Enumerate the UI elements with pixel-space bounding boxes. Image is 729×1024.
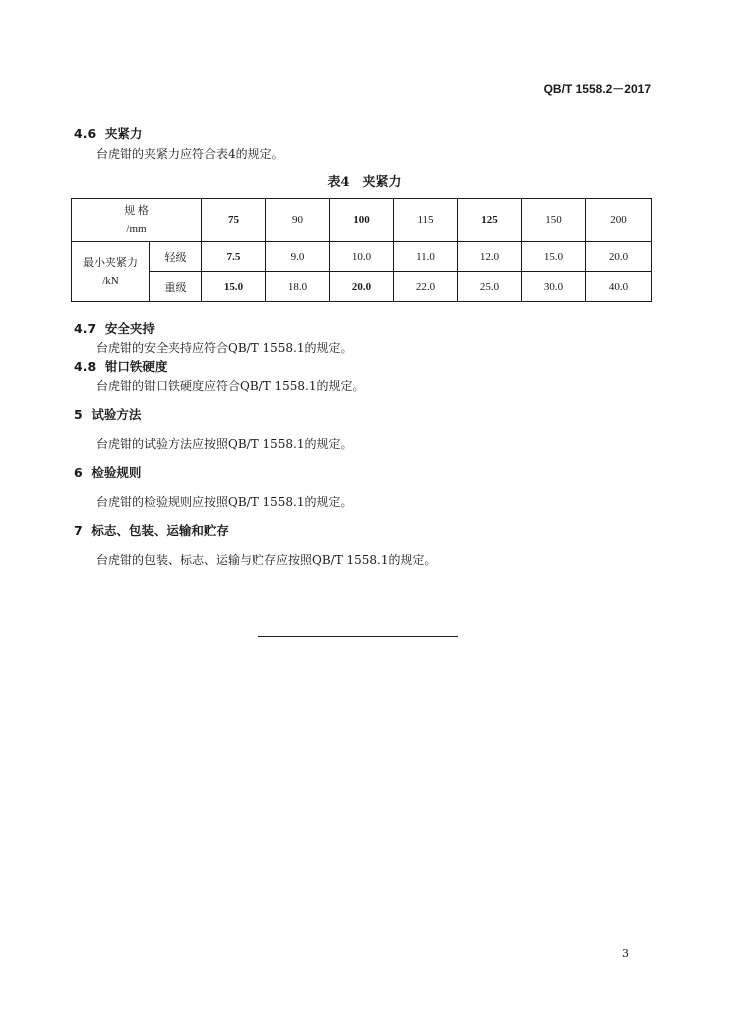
value-cell: 12.0 [458,242,522,272]
value-cell: 15.0 [522,242,586,272]
section-4-6-text: 台虎钳的夹紧力应符合表4的规定。 [96,147,284,161]
force-unit: /kN [102,274,119,287]
section-title: 安全夹持 [104,321,155,336]
section-number: 4.7 [74,321,97,336]
value-cell: 30.0 [522,272,586,302]
size-cell: 150 [522,199,586,242]
value-cell: 10.0 [330,242,394,272]
size-cell: 75 [202,199,266,242]
section-number: 4.8 [74,359,97,374]
spec-unit: /mm [126,223,147,235]
section-title: 试验方法 [91,407,142,422]
force-label: 最小夹紧力 [83,256,138,269]
document-number: QB/T 1558.2－2017 [543,82,651,96]
size-cell: 90 [266,199,330,242]
section-title: 夹紧力 [104,126,143,141]
grade-cell: 重级 [150,272,202,302]
section-number: 6 [74,465,83,480]
section-6-text: 台虎钳的检验规则应按照QB/T 1558.1的规定。 [96,495,353,509]
size-cell: 200 [586,199,652,242]
value-cell: 9.0 [266,242,330,272]
size-cell: 115 [394,199,458,242]
table-row [72,272,652,302]
value-cell: 20.0 [586,242,652,272]
value-cell: 11.0 [394,242,458,272]
section-7-text: 台虎钳的包装、标志、运输与贮存应按照QB/T 1558.1的规定。 [96,553,437,567]
value-cell: 25.0 [458,272,522,302]
section-4-8-text: 台虎钳的钳口铁硬度应符合QB/T 1558.1的规定。 [96,379,365,393]
value-cell: 22.0 [394,272,458,302]
size-cell: 100 [330,199,394,242]
value-cell: 20.0 [330,272,394,302]
table-row [72,242,652,272]
page-number: 3 [622,947,629,960]
section-5-heading [74,405,141,423]
grade-cell: 轻级 [150,242,202,272]
clamping-force-table [71,198,652,302]
table-caption: 表4 夹紧力 [327,175,402,190]
section-5-text: 台虎钳的试验方法应按照QB/T 1558.1的规定。 [96,437,353,451]
section-title: 标志、包装、运输和贮存 [91,523,229,538]
value-cell: 7.5 [202,242,266,272]
section-title: 检验规则 [91,465,142,480]
spec-label: 规 格 [124,205,149,217]
section-4-8-heading [74,357,167,375]
value-cell: 18.0 [266,272,330,302]
spec-header-cell [72,199,202,242]
section-4-6-heading [74,124,142,142]
section-6-heading [74,463,141,481]
section-4-7-text: 台虎钳的安全夹持应符合QB/T 1558.1的规定。 [96,341,353,355]
section-4-7-heading [74,319,155,337]
section-7-heading [74,521,229,539]
section-title: 钳口铁硬度 [104,359,168,374]
size-cell: 125 [458,199,522,242]
force-header-cell [72,242,150,302]
value-cell: 15.0 [202,272,266,302]
section-number: 7 [74,523,83,538]
value-cell: 40.0 [586,272,652,302]
section-number: 4.6 [74,126,97,141]
section-number: 5 [74,407,83,422]
end-rule [258,636,458,637]
table-header-row [72,199,652,242]
